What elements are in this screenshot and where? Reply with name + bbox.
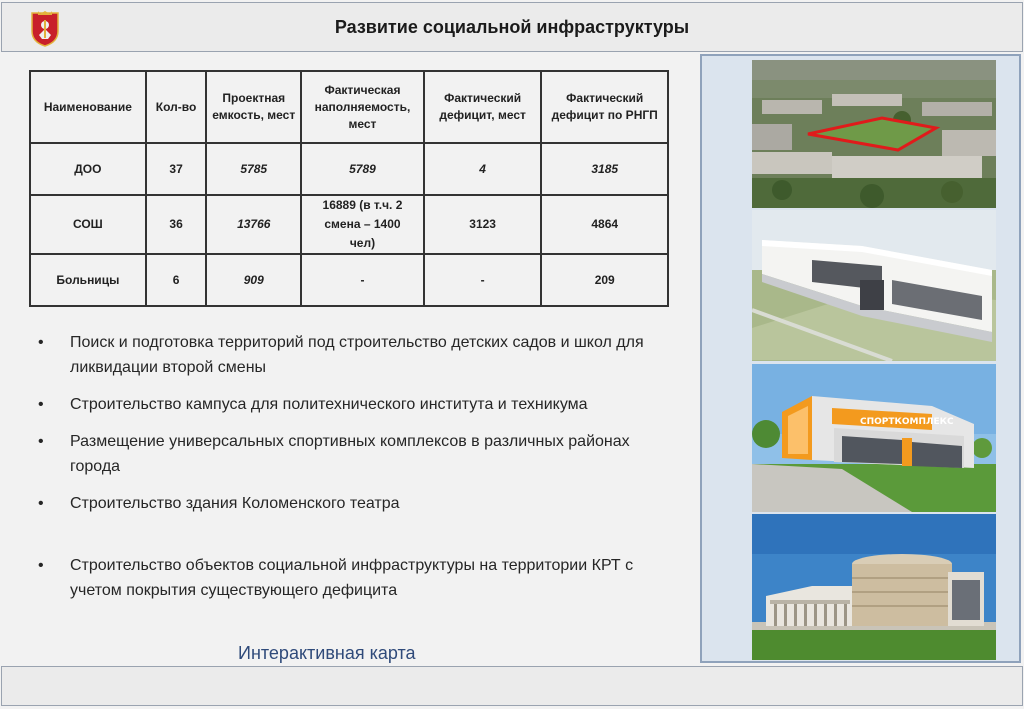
bullet-mark: • [38,495,44,512]
cell-actual: 16889 (в т.ч. 2 смена – 1400 чел) [301,195,424,254]
footer-bar [1,666,1023,706]
column-header: Наименование [30,71,146,143]
cell-capacity: 13766 [206,195,301,254]
page-title: Развитие социальной инфраструктуры [334,17,690,37]
list-item-text: Строительство кампуса для политехнического института и техникума [70,396,588,413]
list-item [38,429,648,479]
bullet-list [38,330,648,603]
bullet-mark: • [38,396,44,413]
bullet-mark: • [38,557,44,574]
bullet-mark: • [38,334,44,351]
column-header: Фактический дефицит по РНГП [541,71,668,143]
table-row [30,195,668,254]
list-item [38,553,648,603]
cell-actual: 5789 [301,143,424,195]
school-render-graphic [752,210,996,361]
table-row [30,254,668,306]
images-panel [700,54,1021,663]
aerial-site-photo [752,60,996,208]
cell-deficit: 4 [424,143,542,195]
cell-name: Больницы [30,254,146,306]
table-row [30,143,668,195]
table-header-row [30,71,668,143]
cell-deficit: - [424,254,542,306]
cell-capacity: 909 [206,254,301,306]
cell-capacity: 5785 [206,143,301,195]
cell-count: 36 [146,195,207,254]
cell-count: 37 [146,143,207,195]
column-header: Фактическая наполняемость, мест [301,71,424,143]
list-item-text: Поиск и подготовка территорий под строительство детских садов и школ для ликвидации второй смены [70,334,644,376]
header-bar [1,2,1023,52]
cell-deficit-rngp: 3185 [541,143,668,195]
list-item [38,392,648,417]
cell-name: ДОО [30,143,146,195]
list-item [38,491,648,516]
cell-deficit-rngp: 4864 [541,195,668,254]
list-item-text: Строительство здания Коломенского театра [70,495,400,512]
sports-complex-render [752,364,996,512]
theater-render [752,514,996,660]
theater-render-graphic [752,514,996,660]
list-item-text: Строительство объектов социальной инфраструктуры на территории КРТ с учетом покрытия существующего дефицита [70,557,634,599]
infrastructure-table [29,70,669,307]
school-render [752,210,996,361]
bullet-mark: • [38,433,44,450]
sport-sign-text: СПОРТКОМПЛЕКС [860,417,954,427]
list-item [38,330,648,380]
cell-count: 6 [146,254,207,306]
interactive-map-link[interactable]: Интерактивная карта [238,643,416,663]
sports-complex-graphic [752,364,996,512]
column-header: Кол-во [146,71,207,143]
cell-name: СОШ [30,195,146,254]
column-header: Фактический дефицит, мест [424,71,542,143]
cell-deficit: 3123 [424,195,542,254]
aerial-photo-graphic [752,60,996,208]
list-item-text: Размещение универсальных спортивных комплексов в различных районах города [70,433,630,475]
cell-deficit-rngp: 209 [541,254,668,306]
column-header: Проектная емкость, мест [206,71,301,143]
cell-actual: - [301,254,424,306]
